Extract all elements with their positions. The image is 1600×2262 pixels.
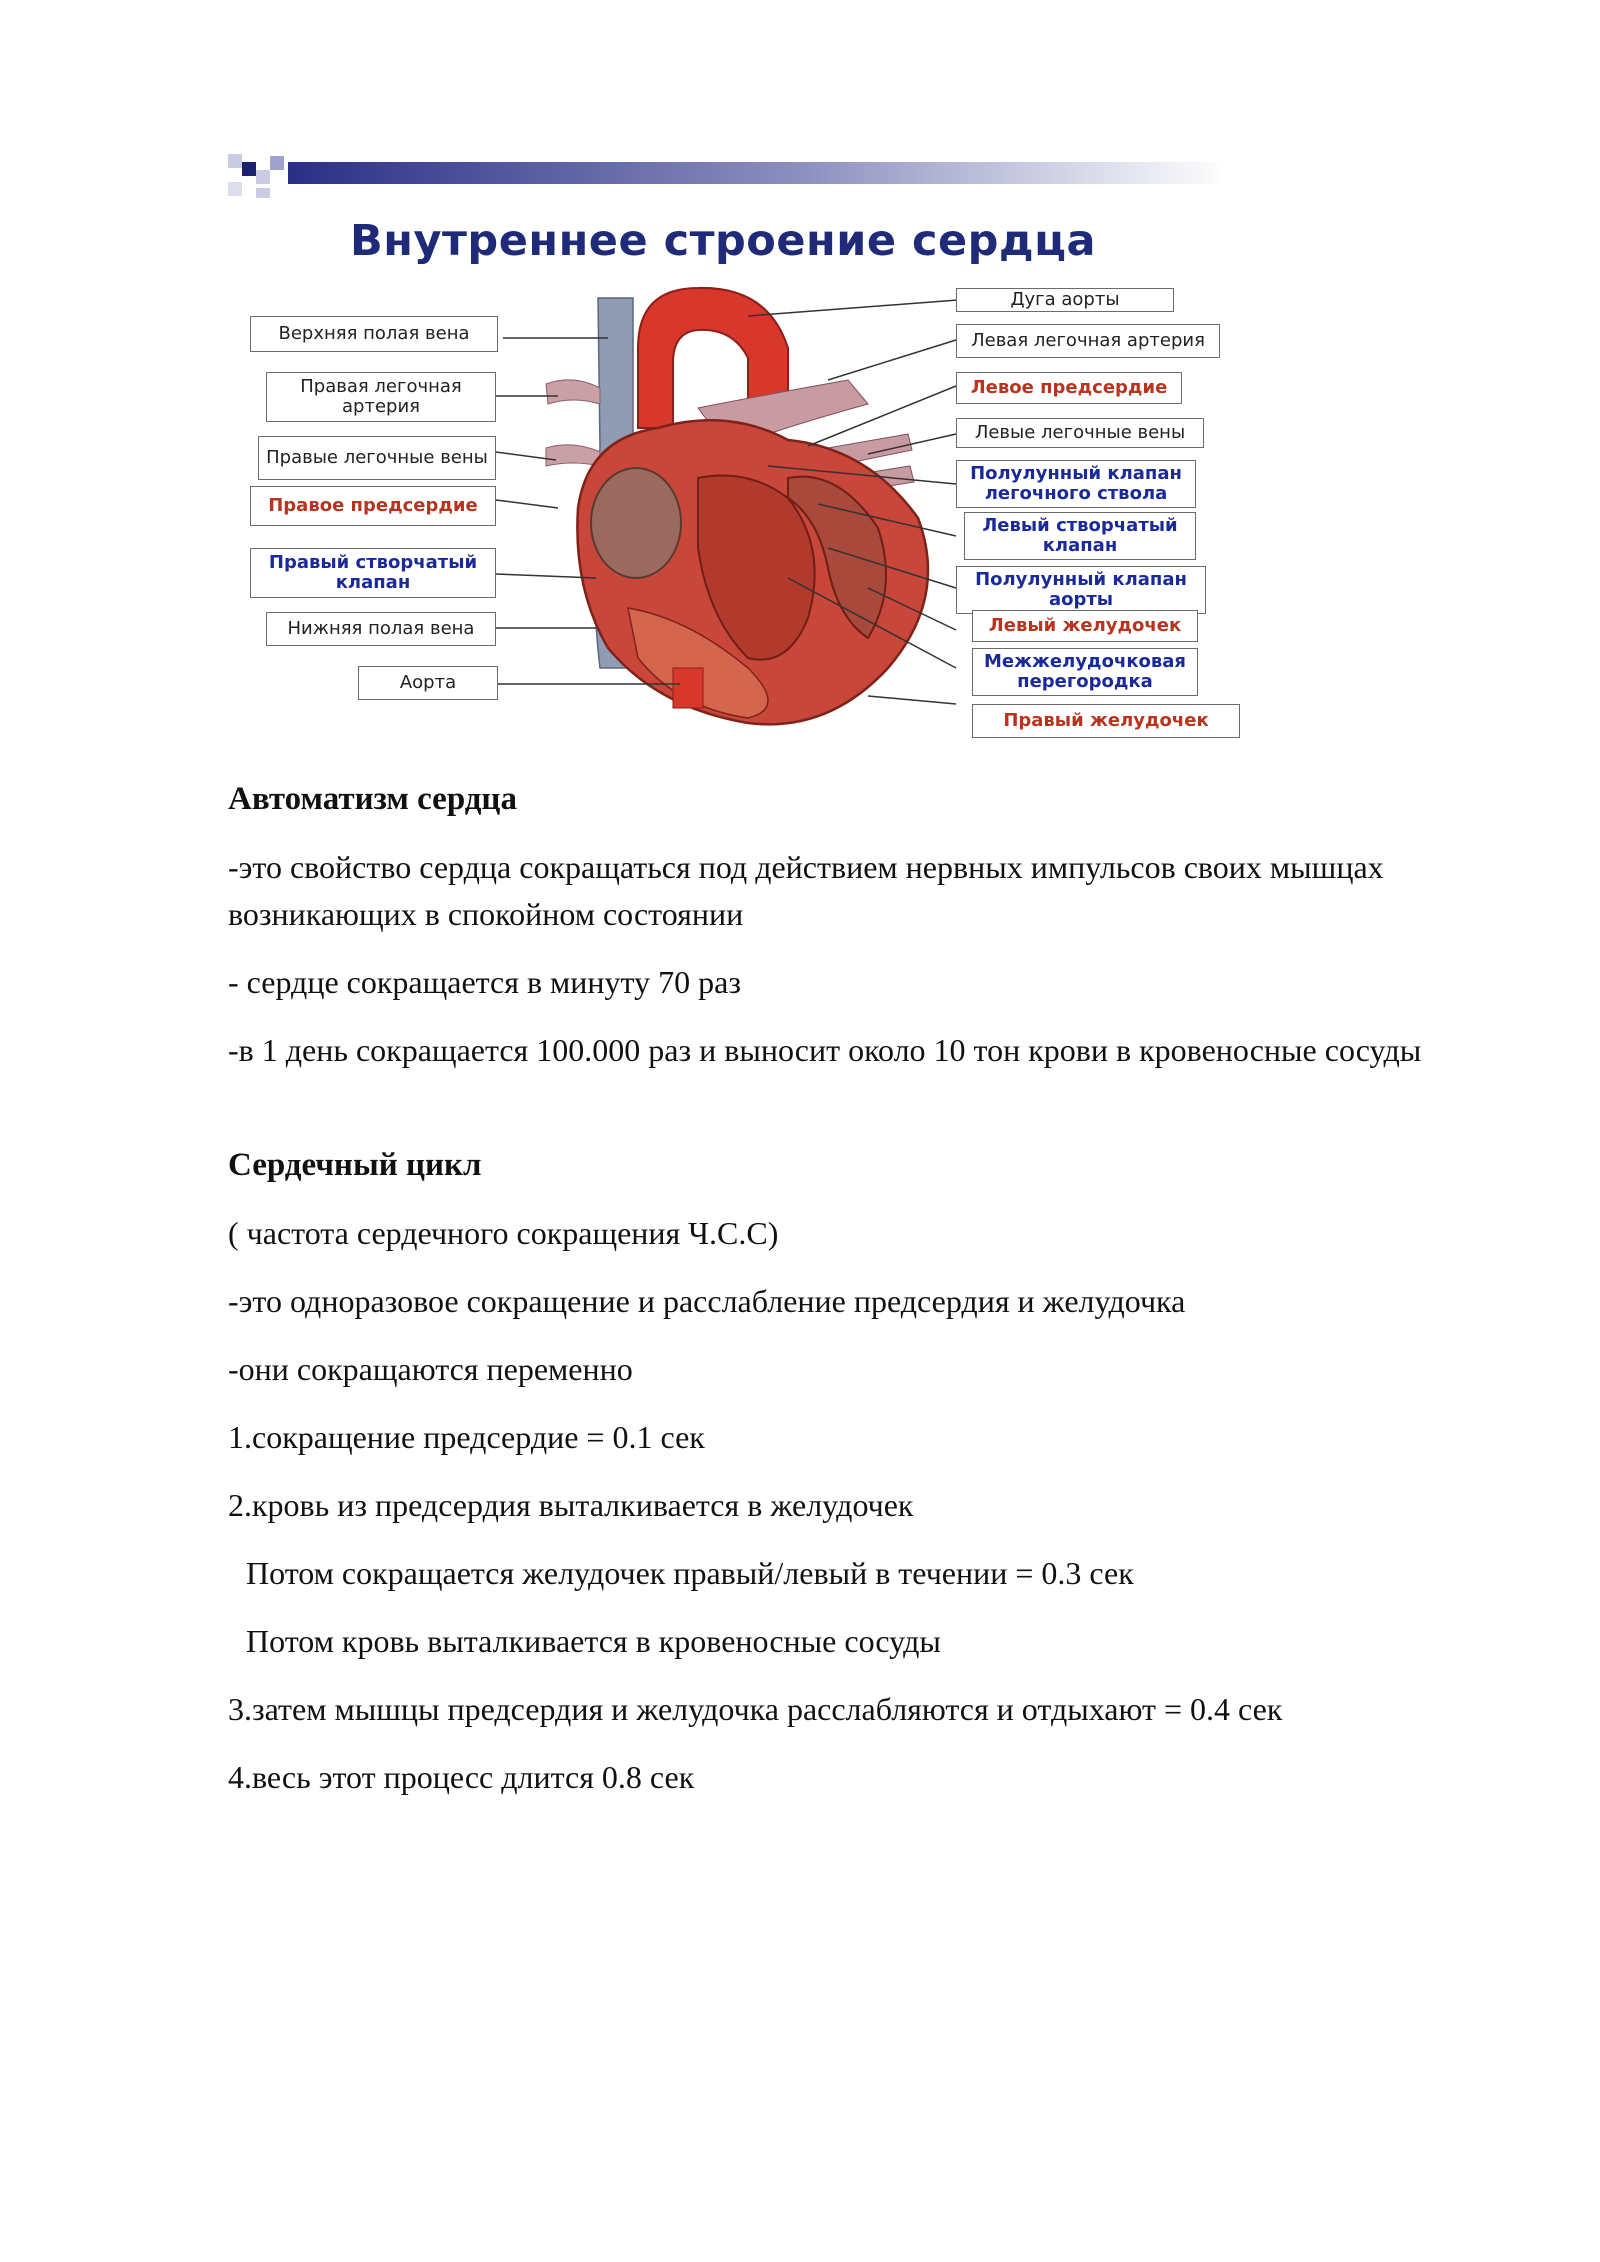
paragraph: -в 1 день сокращается 100.000 раз и выносит около 10 тон крови в кровеносные сосуды — [228, 1032, 1422, 1068]
label-interventricular-septum: Межжелудочковая перегородка — [972, 648, 1198, 696]
text-line: 3.затем мышцы предсердия и желудочка расслабляются и отдыхают = 0.4 сек — [228, 1691, 1283, 1727]
text-line: 1.сокращение предсердие = 0.1 сек — [228, 1419, 705, 1455]
label-left-pulmonary-veins: Левые легочные вены — [956, 418, 1204, 448]
label-right-atrium: Правое предсердие — [250, 486, 496, 526]
label-right-ventricle: Правый желудочек — [972, 704, 1240, 738]
label-pulmonary-semilunar-valve: Полулунный клапан легочного ствола — [956, 460, 1196, 508]
text-line: -они сокращаются переменно — [228, 1351, 633, 1387]
section-heading-automatism: Автоматизм сердца — [228, 781, 517, 817]
label-left-ventricle: Левый желудочек — [972, 610, 1198, 642]
label-left-av-valve: Левый створчатый клапан — [964, 512, 1196, 560]
section-heading-cardiac-cycle: Сердечный цикл — [228, 1147, 482, 1183]
text-line: ( частота сердечного сокращения Ч.С.С) — [228, 1215, 779, 1251]
text-line: 4.весь этот процесс длится 0.8 сек — [228, 1759, 695, 1795]
label-inferior-vena-cava: Нижняя полая вена — [266, 612, 496, 646]
document-body — [228, 776, 1488, 1801]
label-left-pulmonary-artery: Левая легочная артерия — [956, 324, 1220, 358]
label-superior-vena-cava: Верхняя полая вена — [250, 316, 498, 352]
text-line: Потом кровь выталкивается в кровеносные сосуды — [246, 1623, 941, 1659]
label-aorta: Аорта — [358, 666, 498, 700]
diagram-title: Внутреннее строение сердца — [349, 216, 1096, 266]
label-aortic-arch: Дуга аорты — [956, 288, 1174, 312]
text-line: 2.кровь из предсердия выталкивается в желудочек — [228, 1487, 914, 1523]
paragraph: -это свойство сердца сокращаться под действием нервных импульсов своих мышцах возникающих в спокойном состоянии — [228, 849, 1384, 932]
heart-diagram-figure — [228, 148, 1248, 748]
label-right-av-valve: Правый створчатый клапан — [250, 548, 496, 598]
label-left-atrium: Левое предсердие — [956, 372, 1182, 404]
label-right-pulmonary-veins: Правые легочные вены — [258, 436, 496, 480]
text-line: -это одноразовое сокращение и расслабление предсердия и желудочка — [228, 1283, 1186, 1319]
text-line: Потом сокращается желудочек правый/левый в течении = 0.3 сек — [246, 1555, 1134, 1591]
paragraph: - сердце сокращается в минуту 70 раз — [228, 964, 741, 1000]
label-right-pulmonary-artery: Правая легочная артерия — [266, 372, 496, 422]
label-aortic-semilunar-valve: Полулунный клапан аорты — [956, 566, 1206, 614]
